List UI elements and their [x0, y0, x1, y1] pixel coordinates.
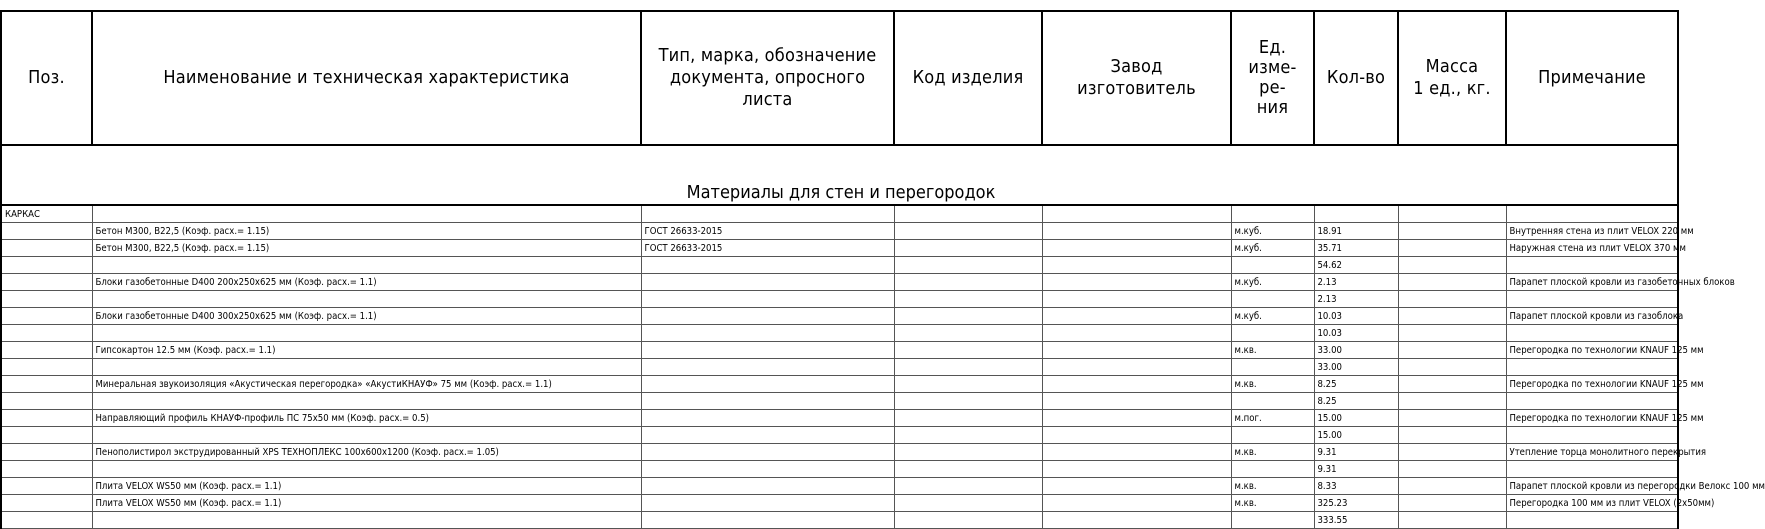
- cell-unit: м.куб.: [1231, 308, 1314, 325]
- cell-pos: [1, 427, 92, 444]
- cell-note: [1506, 393, 1678, 410]
- header-code: Код изделия: [894, 11, 1042, 145]
- cell-factory: [1042, 512, 1231, 529]
- cell-code: [894, 291, 1042, 308]
- cell-unit: [1231, 512, 1314, 529]
- header-mass: Масса 1 ед., кг.: [1398, 11, 1506, 145]
- cell-mass: [1398, 240, 1506, 257]
- cell-type: [641, 495, 894, 512]
- table-row: [1, 257, 1678, 274]
- cell-name: [92, 461, 641, 478]
- cell-unit: [1231, 427, 1314, 444]
- cell-factory: [1042, 410, 1231, 427]
- cell-unit: [1231, 325, 1314, 342]
- cell-unit: м.куб.: [1231, 223, 1314, 240]
- cell-code: [894, 257, 1042, 274]
- cell-mass: [1398, 205, 1506, 223]
- cell-factory: [1042, 308, 1231, 325]
- cell-type: [641, 512, 894, 529]
- cell-pos: [1, 478, 92, 495]
- cell-qty: 10.03: [1314, 325, 1398, 342]
- cell-qty: 35.71: [1314, 240, 1398, 257]
- cell-qty: 2.13: [1314, 291, 1398, 308]
- cell-name: Плита VELOX WS50 мм (Коэф. расх.= 1.1): [92, 495, 641, 512]
- cell-code: [894, 359, 1042, 376]
- cell-factory: [1042, 274, 1231, 291]
- cell-pos: [1, 359, 92, 376]
- cell-type: ГОСТ 26633-2015: [641, 240, 894, 257]
- cell-unit: м.кв.: [1231, 495, 1314, 512]
- cell-qty: 325.23: [1314, 495, 1398, 512]
- cell-type: [641, 205, 894, 223]
- cell-pos: [1, 495, 92, 512]
- cell-type: [641, 393, 894, 410]
- cell-type: [641, 478, 894, 495]
- header-pos: Поз.: [1, 11, 92, 145]
- cell-note: Перегородка по технологии KNAUF 125 мм: [1506, 342, 1678, 359]
- table-row: [1, 308, 1678, 325]
- cell-factory: [1042, 291, 1231, 308]
- cell-qty: 2.13: [1314, 274, 1398, 291]
- cell-name: Направляющий профиль КНАУФ-профиль ПС 75х50 мм (Коэф. расх.= 0.5): [92, 410, 641, 427]
- cell-name: [92, 359, 641, 376]
- cell-mass: [1398, 495, 1506, 512]
- cell-mass: [1398, 291, 1506, 308]
- table-row: [1, 512, 1678, 529]
- cell-note: Внутренняя стена из плит VELOX 220 мм: [1506, 223, 1678, 240]
- table-row: [1, 291, 1678, 308]
- cell-factory: [1042, 223, 1231, 240]
- cell-mass: [1398, 376, 1506, 393]
- table-row: [1, 495, 1678, 512]
- cell-mass: [1398, 257, 1506, 274]
- header-qty: Кол-во: [1314, 11, 1398, 145]
- cell-qty: 9.31: [1314, 461, 1398, 478]
- cell-note: [1506, 359, 1678, 376]
- cell-factory: [1042, 359, 1231, 376]
- cell-code: [894, 512, 1042, 529]
- cell-type: [641, 427, 894, 444]
- cell-note: [1506, 512, 1678, 529]
- cell-code: [894, 478, 1042, 495]
- section-title: Материалы для стен и перегородок: [1, 145, 1678, 205]
- cell-type: [641, 257, 894, 274]
- cell-code: [894, 308, 1042, 325]
- header-name: Наименование и техническая характеристика: [92, 11, 641, 145]
- table-row: [1, 205, 1678, 223]
- table-row: [1, 274, 1678, 291]
- cell-note: [1506, 325, 1678, 342]
- cell-mass: [1398, 359, 1506, 376]
- cell-name: Пенополистирол экструдированный XPS ТЕХНОПЛЕКС 100х600х1200 (Коэф. расх.= 1.05): [92, 444, 641, 461]
- cell-name: Бетон М300, В22,5 (Коэф. расх.= 1.15): [92, 223, 641, 240]
- cell-note: [1506, 257, 1678, 274]
- cell-type: [641, 359, 894, 376]
- cell-qty: 54.62: [1314, 257, 1398, 274]
- cell-pos: [1, 223, 92, 240]
- cell-name: [92, 325, 641, 342]
- cell-pos: КАРКАС: [1, 205, 92, 223]
- cell-qty: 33.00: [1314, 359, 1398, 376]
- cell-note: Перегородка 100 мм из плит VELOX (2х50мм): [1506, 495, 1678, 512]
- cell-note: Парапет плоской кровли из перегородки Велокс 100 мм: [1506, 478, 1678, 495]
- table-row: [1, 342, 1678, 359]
- cell-code: [894, 444, 1042, 461]
- cell-pos: [1, 274, 92, 291]
- table-row: [1, 325, 1678, 342]
- cell-qty: 10.03: [1314, 308, 1398, 325]
- cell-note: Перегородка по технологии KNAUF 125 мм: [1506, 376, 1678, 393]
- cell-mass: [1398, 461, 1506, 478]
- cell-factory: [1042, 478, 1231, 495]
- cell-note: [1506, 461, 1678, 478]
- cell-factory: [1042, 427, 1231, 444]
- cell-unit: м.кв.: [1231, 376, 1314, 393]
- cell-note: Перегородка по технологии KNAUF 125 мм: [1506, 410, 1678, 427]
- cell-name: Плита VELOX WS50 мм (Коэф. расх.= 1.1): [92, 478, 641, 495]
- cell-type: [641, 410, 894, 427]
- cell-factory: [1042, 376, 1231, 393]
- table-row: [1, 461, 1678, 478]
- cell-pos: [1, 325, 92, 342]
- cell-name: Минеральная звукоизоляция «Акустическая перегородка» «АкустиКНАУФ» 75 мм (Коэф. расх.= 1.1): [92, 376, 641, 393]
- cell-factory: [1042, 461, 1231, 478]
- cell-code: [894, 223, 1042, 240]
- header-factory: Завод изготовитель: [1042, 11, 1231, 145]
- cell-code: [894, 495, 1042, 512]
- cell-unit: м.кв.: [1231, 342, 1314, 359]
- table-row: [1, 444, 1678, 461]
- cell-note: [1506, 427, 1678, 444]
- cell-note: [1506, 291, 1678, 308]
- table-header: [1, 11, 1678, 145]
- cell-unit: [1231, 393, 1314, 410]
- cell-qty: 333.55: [1314, 512, 1398, 529]
- specification-table: [0, 10, 1765, 529]
- cell-mass: [1398, 478, 1506, 495]
- cell-name: Блоки газобетонные D400 200х250х625 мм (Коэф. расх.= 1.1): [92, 274, 641, 291]
- cell-mass: [1398, 410, 1506, 427]
- cell-unit: [1231, 291, 1314, 308]
- cell-code: [894, 376, 1042, 393]
- cell-type: ГОСТ 26633-2015: [641, 223, 894, 240]
- cell-name: Блоки газобетонные D400 300х250х625 мм (Коэф. расх.= 1.1): [92, 308, 641, 325]
- table-row: [1, 359, 1678, 376]
- cell-mass: [1398, 274, 1506, 291]
- cell-factory: [1042, 444, 1231, 461]
- cell-unit: [1231, 359, 1314, 376]
- table-row: [1, 427, 1678, 444]
- cell-mass: [1398, 393, 1506, 410]
- table-row: [1, 240, 1678, 257]
- cell-factory: [1042, 393, 1231, 410]
- cell-name: [92, 427, 641, 444]
- cell-factory: [1042, 342, 1231, 359]
- table-row: [1, 223, 1678, 240]
- cell-pos: [1, 291, 92, 308]
- cell-factory: [1042, 205, 1231, 223]
- cell-note: Парапет плоской кровли из газобетонных блоков: [1506, 274, 1678, 291]
- cell-note: Парапет плоской кровли из газоблока: [1506, 308, 1678, 325]
- cell-pos: [1, 461, 92, 478]
- cell-type: [641, 291, 894, 308]
- cell-factory: [1042, 240, 1231, 257]
- table-body: [1, 145, 1765, 529]
- cell-pos: [1, 308, 92, 325]
- cell-unit: м.кв.: [1231, 444, 1314, 461]
- cell-name: [92, 291, 641, 308]
- cell-pos: [1, 240, 92, 257]
- cell-note: Утепление торца монолитного перекрытия: [1506, 444, 1678, 461]
- cell-qty: 33.00: [1314, 342, 1398, 359]
- cell-type: [641, 325, 894, 342]
- cell-unit: [1231, 461, 1314, 478]
- table-row: [1, 410, 1678, 427]
- header-unit: Ед. изме- ре- ния: [1231, 11, 1314, 145]
- cell-unit: м.куб.: [1231, 240, 1314, 257]
- cell-qty: 8.25: [1314, 376, 1398, 393]
- table-row: [1, 478, 1678, 495]
- cell-unit: [1231, 257, 1314, 274]
- cell-qty: 8.25: [1314, 393, 1398, 410]
- cell-type: [641, 461, 894, 478]
- cell-unit: м.пог.: [1231, 410, 1314, 427]
- cell-unit: м.кв.: [1231, 478, 1314, 495]
- cell-qty: 9.31: [1314, 444, 1398, 461]
- cell-mass: [1398, 342, 1506, 359]
- cell-qty: 15.00: [1314, 427, 1398, 444]
- cell-pos: [1, 512, 92, 529]
- table-row: [1, 393, 1678, 410]
- cell-type: [641, 274, 894, 291]
- cell-factory: [1042, 257, 1231, 274]
- cell-mass: [1398, 223, 1506, 240]
- cell-code: [894, 274, 1042, 291]
- cell-pos: [1, 342, 92, 359]
- cell-unit: м.куб.: [1231, 274, 1314, 291]
- cell-pos: [1, 410, 92, 427]
- cell-mass: [1398, 444, 1506, 461]
- cell-code: [894, 393, 1042, 410]
- cell-code: [894, 325, 1042, 342]
- cell-code: [894, 240, 1042, 257]
- cell-mass: [1398, 512, 1506, 529]
- cell-pos: [1, 393, 92, 410]
- header-type: Тип, марка, обозначение документа, опросного листа: [641, 11, 894, 145]
- cell-mass: [1398, 308, 1506, 325]
- cell-factory: [1042, 325, 1231, 342]
- cell-code: [894, 410, 1042, 427]
- cell-note: Наружная стена из плит VELOX 370 мм: [1506, 240, 1678, 257]
- cell-pos: [1, 257, 92, 274]
- cell-code: [894, 427, 1042, 444]
- cell-name: [92, 393, 641, 410]
- cell-name: Бетон М300, В22,5 (Коэф. расх.= 1.15): [92, 240, 641, 257]
- cell-name: Гипсокартон 12.5 мм (Коэф. расх.= 1.1): [92, 342, 641, 359]
- cell-name: [92, 512, 641, 529]
- cell-unit: [1231, 205, 1314, 223]
- cell-factory: [1042, 495, 1231, 512]
- cell-qty: 8.33: [1314, 478, 1398, 495]
- cell-mass: [1398, 325, 1506, 342]
- cell-name: [92, 257, 641, 274]
- cell-type: [641, 376, 894, 393]
- cell-qty: 15.00: [1314, 410, 1398, 427]
- cell-pos: [1, 376, 92, 393]
- cell-code: [894, 342, 1042, 359]
- cell-mass: [1398, 427, 1506, 444]
- cell-type: [641, 444, 894, 461]
- cell-name: [92, 205, 641, 223]
- cell-pos: [1, 444, 92, 461]
- cell-qty: [1314, 205, 1398, 223]
- cell-type: [641, 342, 894, 359]
- cell-qty: 18.91: [1314, 223, 1398, 240]
- cell-code: [894, 461, 1042, 478]
- cell-note: [1506, 205, 1678, 223]
- header-note: Примечание: [1506, 11, 1678, 145]
- cell-code: [894, 205, 1042, 223]
- cell-type: [641, 308, 894, 325]
- table-row: [1, 376, 1678, 393]
